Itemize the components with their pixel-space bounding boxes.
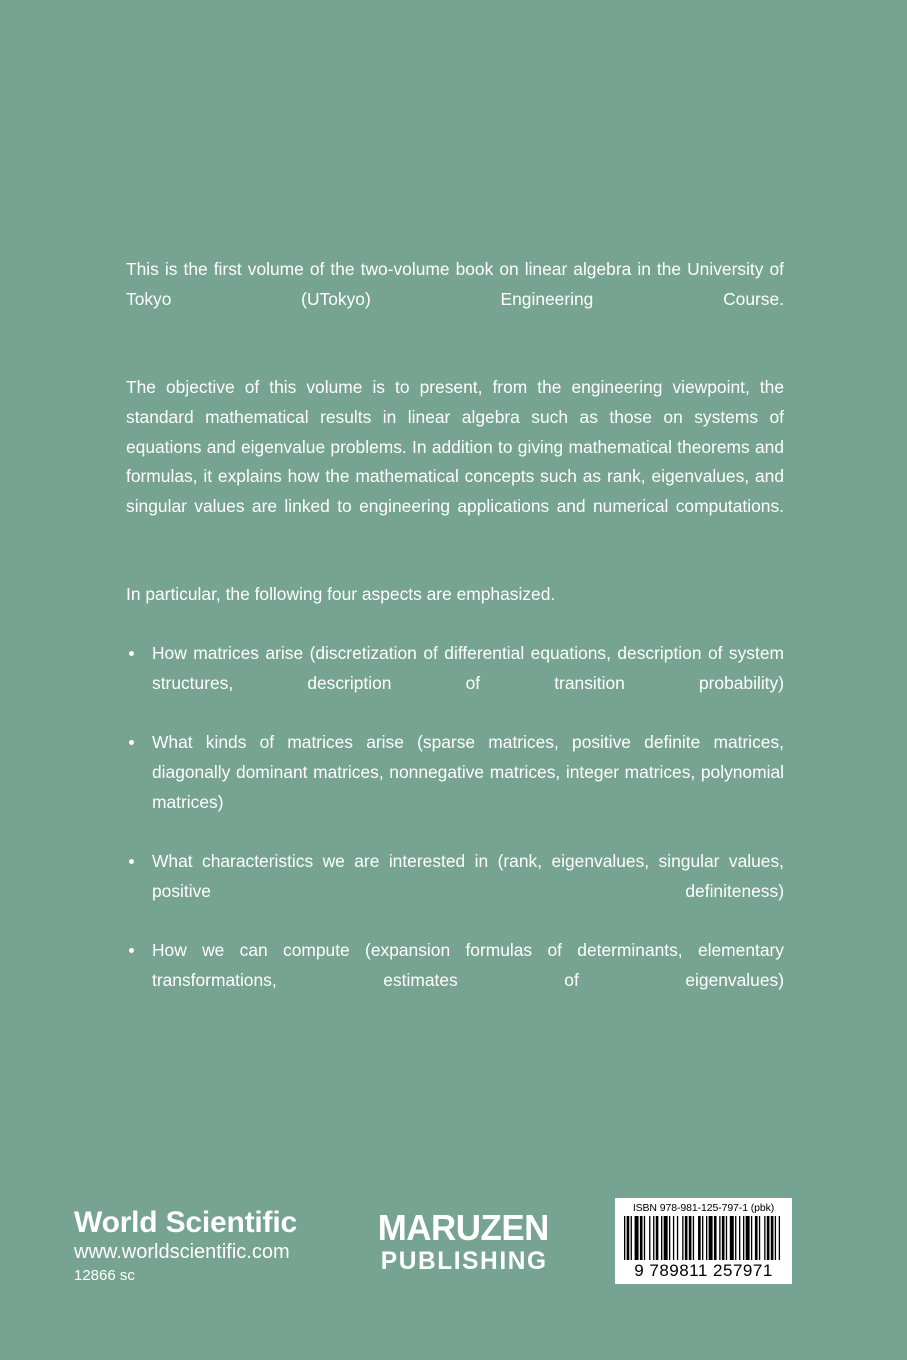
list-item: [126, 728, 784, 847]
bullet-dot-icon: [129, 740, 134, 745]
list-item: [126, 847, 784, 936]
maruzen-subtitle: PUBLISHING: [380, 1247, 548, 1275]
aspects-list: [126, 639, 784, 1025]
bullet-dot-icon: [129, 651, 134, 656]
isbn-barcode-panel: [615, 1198, 792, 1284]
maruzen-logo-block: [376, 1207, 556, 1275]
list-item: [126, 639, 784, 728]
publisher-website[interactable]: www.worldscientific.com: [74, 1241, 290, 1263]
bullet-dot-icon: [129, 859, 134, 864]
world-scientific-logo-block: [74, 1206, 297, 1286]
list-item-label: What characteristics we are interested in (rank, eigenvalues, singular values, positive definiteness): [152, 850, 784, 901]
list-item-label: How matrices arise (discretization of differential equations, description of system structures, description of transition probability): [152, 643, 784, 693]
bullet-dot-icon: [129, 948, 134, 953]
blurb-paragraph-3: In particular, the following four aspects are emphasized.: [126, 584, 556, 605]
maruzen-name: MARUZEN: [377, 1207, 549, 1248]
blurb-paragraph-1: This is the first volume of the two-volume book on linear algebra in the University of Tokyo (UTokyo) Engineering Course.: [126, 259, 784, 309]
list-item: [126, 936, 784, 1025]
publisher-name: World Scientific: [74, 1206, 297, 1239]
list-item-label: What kinds of matrices arise (sparse matrices, positive definite matrices, diagonally dominant matrices, nonnegative matrices, integer matrices, polynomial matrices): [152, 732, 784, 812]
barcode-bars-icon: [624, 1216, 784, 1260]
blurb-paragraph-2: The objective of this volume is to present, from the engineering viewpoint, the standard mathematical results in linear algebra such as those on systems of equations and eigenvalue problems. In addition to giving mathematical theorems and formulas, it explains how the mathematical concepts such as rank, eigenvalues, and singular values are linked to engineering applications and numerical computations.: [126, 377, 784, 516]
list-item-label: How we can compute (expansion formulas of determinants, elementary transformations, estimates of eigenvalues): [152, 940, 784, 990]
aspects-list-wrapper: [126, 639, 784, 1025]
barcode-digits: 9 789811 257971: [634, 1261, 773, 1280]
cover-footer: [0, 1196, 907, 1306]
isbn-label: ISBN 978-981-125-797-1 (pbk): [632, 1202, 775, 1214]
publisher-internal-code: 12866 sc: [74, 1267, 135, 1284]
blurb-text-block: [126, 255, 784, 1025]
